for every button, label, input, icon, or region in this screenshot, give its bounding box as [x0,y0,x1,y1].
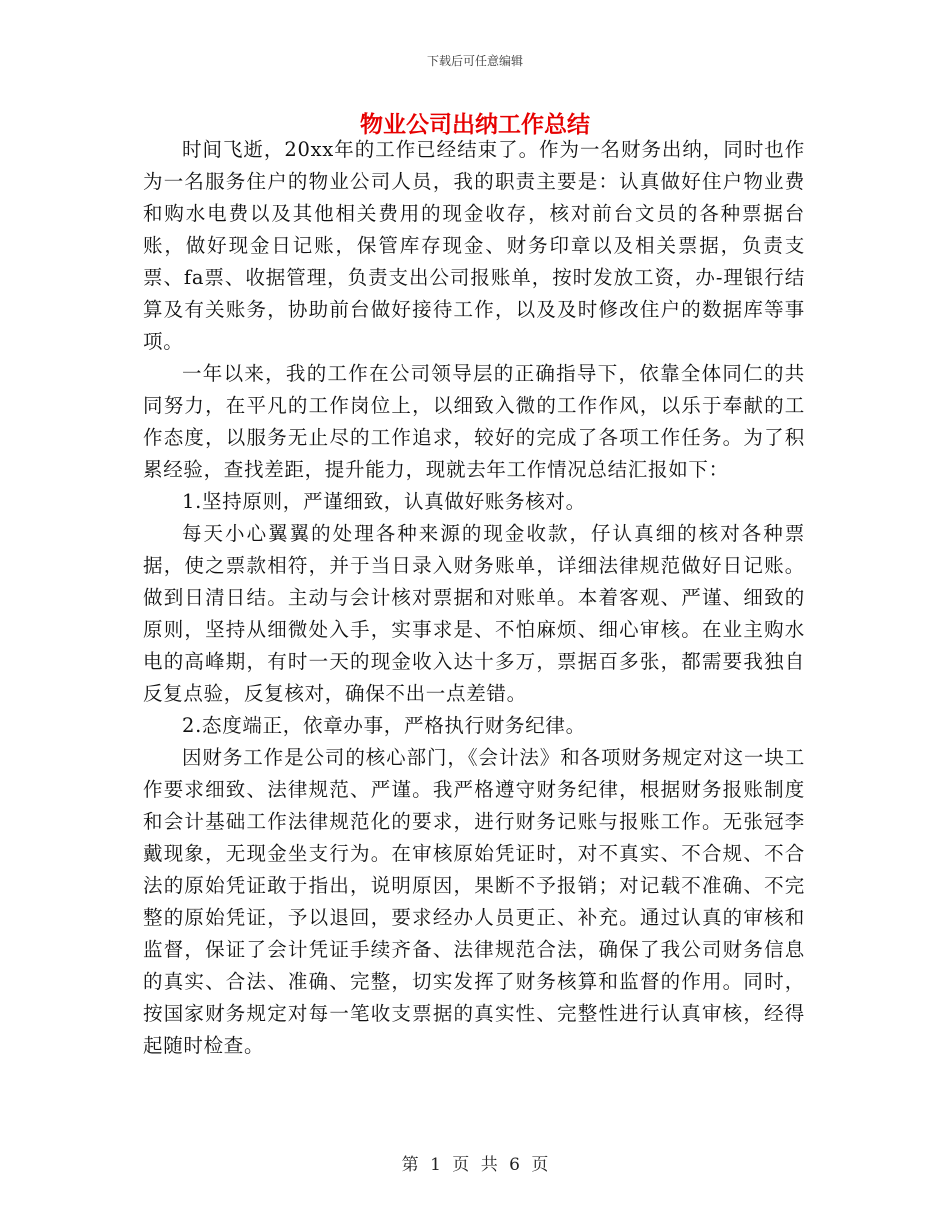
section-heading-1: 1.坚持原则，严谨细致，认真做好账务核对。 [182,490,586,513]
paragraph-section-1: 每天小心翼翼的处理各种来源的现金收款，仔认真细的核对各种票据，使之票款相符，并于当日录入财务账单，详细法律规范做好日记账。做到日清日结。主动与会计核对票据和对账单。本着客观、严谨、细致的原则，坚持从细微处入手，实事求是、不怕麻烦、细心审核。在业主购水电的高峰期，有时一天的现金收入达十多万，票据百多张，都需要我独自反复点验，反复核对，确保不出一点差错。 [143,522,805,705]
page-header-note: 下载后可任意编辑 [426,54,523,68]
paragraph-overview: 一年以来，我的工作在公司领导层的正确指导下，依靠全体同仁的共同努力，在平凡的工作岗位上，以细致入微的工作作风，以乐于奉献的工作态度，以服务无止尽的工作追求，较好的完成了各项工作任务。为了积累经验，查找差距，提升能力，现就去年工作情况总结汇报如下： [143,362,805,481]
section-heading-2: 2.态度端正，依章办事，严格执行财务纪律。 [182,714,586,737]
page-number-footer: 第 1 页 共 6 页 [401,1155,549,1175]
paragraph-intro: 时间飞逝，20xx年的工作已经结束了。作为一名财务出纳，同时也作为一名服务住户的物业公司人员，我的职责主要是：认真做好住户物业费和购水电费以及其他相关费用的现金收存，核对前台文员的各种票据台账，做好现金日记账，保管库存现金、财务印章以及相关票据，负责支票、fa票、收据管理，负责支出公司报账单，按时发放工资，办-理银行结算及有关账务，协助前台做好接待工作，以及及时修改住户的数据库等事项。 [143,138,805,353]
document-title: 物业公司出纳工作总结 [360,111,590,138]
paragraph-section-2: 因财务工作是公司的核心部门，《会计法》和各项财务规定对这一块工作要求细致、法律规范、严谨。我严格遵守财务纪律，根据财务报账制度和会计基础工作法律规范化的要求，进行财务记账与报账工作。无张冠李戴现象，无现金坐支行为。在审核原始凭证时，对不真实、不合规、不合法的原始凭证敢于指出，说明原因，果断不予报销；对记载不准确、不完整的原始凭证，予以退回，要求经办人员更正、补充。通过认真的审核和监督，保证了会计凭证手续齐备、法律规范合法，确保了我公司财务信息的真实、合法、准确、完整，切实发挥了财务核算和监督的作用。同时，按国家财务规定对每一笔收支票据的真实性、完整性进行认真审核，经得起随时检查。 [143,746,805,1057]
document-body [143,134,805,1062]
